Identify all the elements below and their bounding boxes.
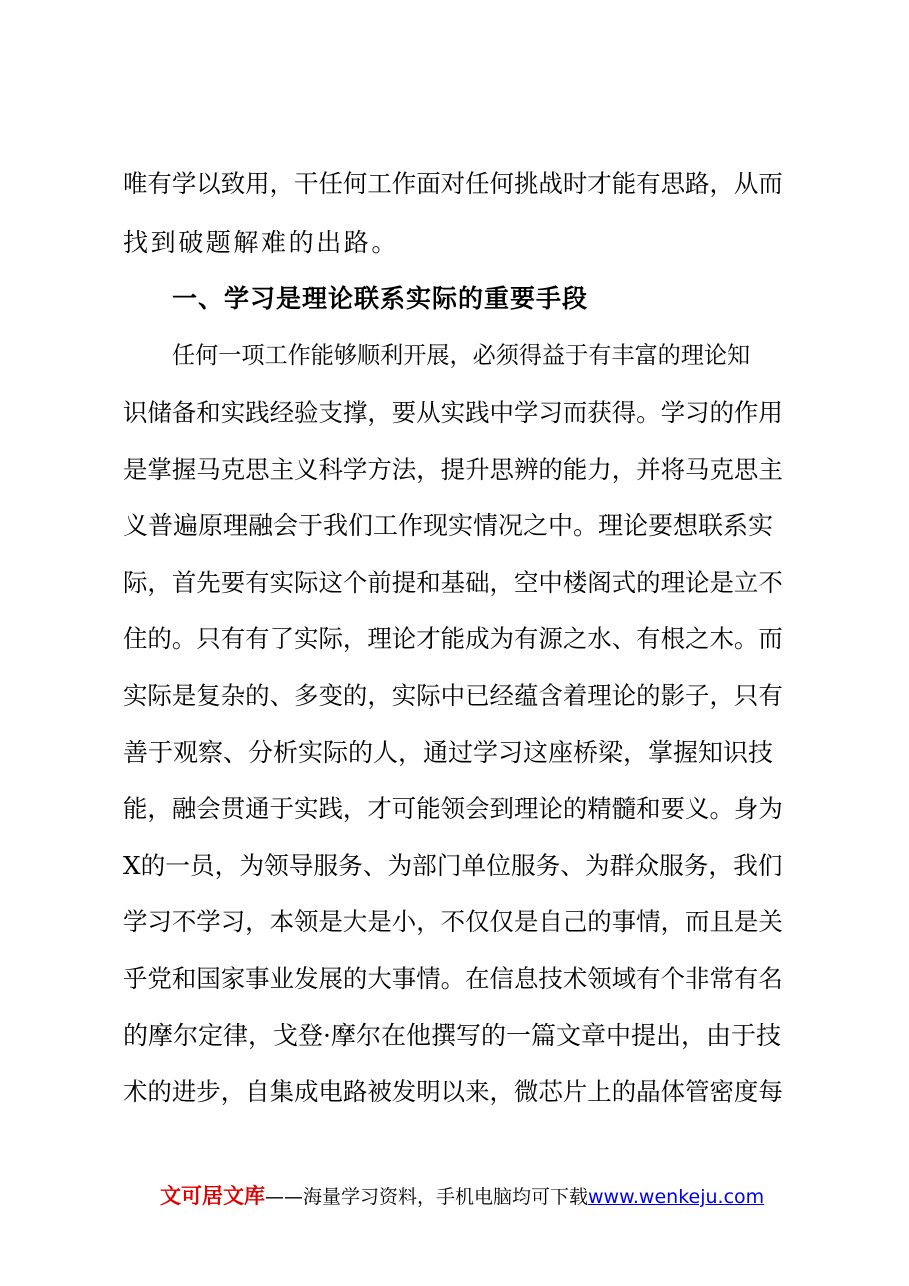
section-heading: 一、学习是理论联系实际的重要手段 [172,284,589,313]
footer-dash: —— [265,1186,303,1208]
paragraph-line: 的摩尔定律，戈登·摩尔在他撰写的一篇文章中提出，由于技 [123,1021,781,1050]
paragraph-line: X的一员，为领导服务、为部门单位服务、为群众服务，我们 [123,851,783,880]
paragraph-line: 找到破题解难的出路。 [123,228,400,257]
paragraph-line: 识储备和实践经验支撑，要从实践中学习而获得。学习的作用 [123,398,783,427]
footer-url-link[interactable]: www.wenkeju.com [588,1186,765,1208]
paragraph-line: 际，首先要有实际这个前提和基础，空中楼阁式的理论是立不 [123,568,783,597]
footer-banner [160,1183,764,1210]
paragraph-line: 唯有学以致用，干任何工作面对任何挑战时才能有思路，从而 [123,169,783,198]
paragraph-line: 学习不学习，本领是大是小，不仅仅是自己的事情，而且是关 [123,907,783,936]
paragraph-line: 乎党和国家事业发展的大事情。在信息技术领域有个非常有名 [123,964,783,993]
paragraph-line: 实际是复杂的、多变的，实际中已经蕴含着理论的影子，只有 [123,681,783,710]
footer-slogan: 海量学习资料，手机电脑均可下载 [303,1186,589,1208]
paragraph-line: 任何一项工作能够顺利开展，必须得益于有丰富的理论知 [172,343,751,369]
paragraph-line: 义普遍原理融会于我们工作现实情况之中。理论要想联系实 [123,511,774,540]
paragraph-line: 住的。只有有了实际，理论才能成为有源之水、有根之木。而 [123,624,783,653]
paragraph-line: 能，融会贯通于实践，才可能领会到理论的精髓和要义。身为 [123,794,783,823]
paragraph-line: 术的进步，自集成电路被发明以来，微芯片上的晶体管密度每 [123,1077,783,1106]
footer-brand: 文可居文库 [160,1184,265,1208]
paragraph-line: 善于观察、分析实际的人，通过学习这座桥梁，掌握知识技 [123,738,774,767]
paragraph-line: 是掌握马克思主义科学方法，提升思辨的能力，并将马克思主 [123,455,783,484]
